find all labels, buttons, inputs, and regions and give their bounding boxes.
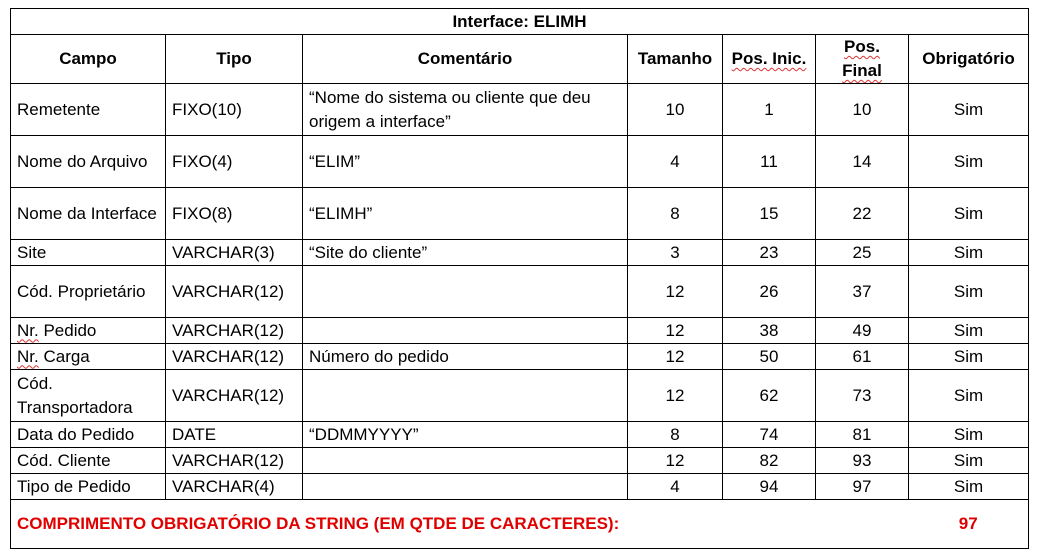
campo-rest: Pedido xyxy=(38,320,97,340)
header-row xyxy=(11,35,1029,84)
cell-pos-inic: 26 xyxy=(723,266,816,318)
cell-tamanho: 12 xyxy=(628,448,723,474)
table-title: Interface: ELIMH xyxy=(11,9,1029,35)
cell-obrigatorio: Sim xyxy=(909,188,1029,240)
table-body xyxy=(11,84,1029,500)
cell-comentario: “ELIMH” xyxy=(303,188,628,240)
cell-pos-inic: 1 xyxy=(723,84,816,136)
interface-spec-document xyxy=(10,8,1029,549)
table-row xyxy=(11,344,1029,370)
campo-rest: Carga xyxy=(38,346,90,366)
table-row xyxy=(11,266,1029,318)
cell-campo: Cód. Proprietário xyxy=(11,266,166,318)
header-tipo: Tipo xyxy=(166,35,303,84)
cell-comentario xyxy=(303,448,628,474)
cell-obrigatorio: Sim xyxy=(909,422,1029,448)
cell-comentario xyxy=(303,266,628,318)
header-tamanho: Tamanho xyxy=(628,35,723,84)
cell-tamanho: 8 xyxy=(628,188,723,240)
cell-comentario: “Site do cliente” xyxy=(303,240,628,266)
cell-pos-inic: 94 xyxy=(723,474,816,500)
cell-campo: Remetente xyxy=(11,84,166,136)
table-row xyxy=(11,422,1029,448)
cell-pos-inic: 38 xyxy=(723,318,816,344)
cell-comentario xyxy=(303,474,628,500)
header-pos-inic-label: Pos. Inic. xyxy=(731,49,807,68)
cell-tipo: FIXO(10) xyxy=(166,84,303,136)
cell-comentario: Número do pedido xyxy=(303,344,628,370)
spellcheck-word: Nr. xyxy=(17,346,39,366)
cell-obrigatorio: Sim xyxy=(909,240,1029,266)
cell-campo: Site xyxy=(11,240,166,266)
cell-campo: Nome da Interface xyxy=(11,188,166,240)
table-row xyxy=(11,240,1029,266)
interface-spec-table xyxy=(10,8,1029,549)
cell-tamanho: 3 xyxy=(628,240,723,266)
cell-tamanho: 8 xyxy=(628,422,723,448)
cell-campo: Tipo de Pedido xyxy=(11,474,166,500)
cell-pos-final: 25 xyxy=(816,240,909,266)
cell-tamanho: 12 xyxy=(628,344,723,370)
cell-tamanho: 4 xyxy=(628,474,723,500)
cell-obrigatorio: Sim xyxy=(909,84,1029,136)
cell-tamanho: 12 xyxy=(628,266,723,318)
cell-tipo: VARCHAR(12) xyxy=(166,344,303,370)
cell-pos-final: 61 xyxy=(816,344,909,370)
table-row xyxy=(11,318,1029,344)
cell-tipo: VARCHAR(12) xyxy=(166,370,303,422)
cell-pos-inic: 23 xyxy=(723,240,816,266)
cell-pos-inic: 62 xyxy=(723,370,816,422)
cell-tipo: VARCHAR(12) xyxy=(166,318,303,344)
cell-tipo: VARCHAR(3) xyxy=(166,240,303,266)
cell-pos-final: 22 xyxy=(816,188,909,240)
cell-pos-final: 97 xyxy=(816,474,909,500)
footer-row xyxy=(11,500,1029,549)
cell-pos-inic: 82 xyxy=(723,448,816,474)
header-pos-final-label: Pos. Final xyxy=(842,37,882,80)
cell-tamanho: 4 xyxy=(628,136,723,188)
cell-comentario xyxy=(303,318,628,344)
cell-pos-final: 49 xyxy=(816,318,909,344)
table-row xyxy=(11,136,1029,188)
cell-comentario xyxy=(303,370,628,422)
cell-pos-final: 14 xyxy=(816,136,909,188)
cell-pos-inic: 74 xyxy=(723,422,816,448)
footer-label: COMPRIMENTO OBRIGATÓRIO DA STRING (EM QTDE DE CARACTERES): xyxy=(11,500,909,549)
cell-pos-final: 73 xyxy=(816,370,909,422)
header-pos-final xyxy=(816,35,909,84)
cell-tipo: FIXO(8) xyxy=(166,188,303,240)
cell-obrigatorio: Sim xyxy=(909,448,1029,474)
cell-pos-inic: 50 xyxy=(723,344,816,370)
table-row xyxy=(11,84,1029,136)
cell-pos-final: 10 xyxy=(816,84,909,136)
cell-obrigatorio: Sim xyxy=(909,318,1029,344)
cell-pos-inic: 11 xyxy=(723,136,816,188)
footer-value: 97 xyxy=(909,500,1029,549)
cell-campo: Nome do Arquivo xyxy=(11,136,166,188)
cell-tipo: DATE xyxy=(166,422,303,448)
cell-obrigatorio: Sim xyxy=(909,474,1029,500)
cell-tipo: VARCHAR(12) xyxy=(166,266,303,318)
table-row xyxy=(11,448,1029,474)
cell-obrigatorio: Sim xyxy=(909,136,1029,188)
cell-comentario: “DDMMYYYY” xyxy=(303,422,628,448)
cell-obrigatorio: Sim xyxy=(909,266,1029,318)
header-campo: Campo xyxy=(11,35,166,84)
cell-tamanho: 10 xyxy=(628,84,723,136)
cell-campo: Data do Pedido xyxy=(11,422,166,448)
cell-campo: Cód. Cliente xyxy=(11,448,166,474)
cell-comentario: “Nome do sistema ou cliente que deu origem a interface” xyxy=(303,84,628,136)
header-comentario: Comentário xyxy=(303,35,628,84)
cell-obrigatorio: Sim xyxy=(909,344,1029,370)
cell-campo xyxy=(11,344,166,370)
table-row xyxy=(11,474,1029,500)
cell-pos-inic: 15 xyxy=(723,188,816,240)
cell-campo xyxy=(11,318,166,344)
table-row xyxy=(11,370,1029,422)
cell-tipo: FIXO(4) xyxy=(166,136,303,188)
header-obrigatorio: Obrigatório xyxy=(909,35,1029,84)
cell-tamanho: 12 xyxy=(628,318,723,344)
cell-pos-final: 93 xyxy=(816,448,909,474)
table-row xyxy=(11,188,1029,240)
cell-obrigatorio: Sim xyxy=(909,370,1029,422)
cell-pos-final: 37 xyxy=(816,266,909,318)
cell-pos-final: 81 xyxy=(816,422,909,448)
spellcheck-word: Nr. xyxy=(17,320,39,340)
cell-tipo: VARCHAR(4) xyxy=(166,474,303,500)
title-row xyxy=(11,9,1029,35)
cell-tipo: VARCHAR(12) xyxy=(166,448,303,474)
cell-comentario: “ELIM” xyxy=(303,136,628,188)
header-pos-inic xyxy=(723,35,816,84)
cell-campo: Cód. Transportadora xyxy=(11,370,166,422)
cell-tamanho: 12 xyxy=(628,370,723,422)
